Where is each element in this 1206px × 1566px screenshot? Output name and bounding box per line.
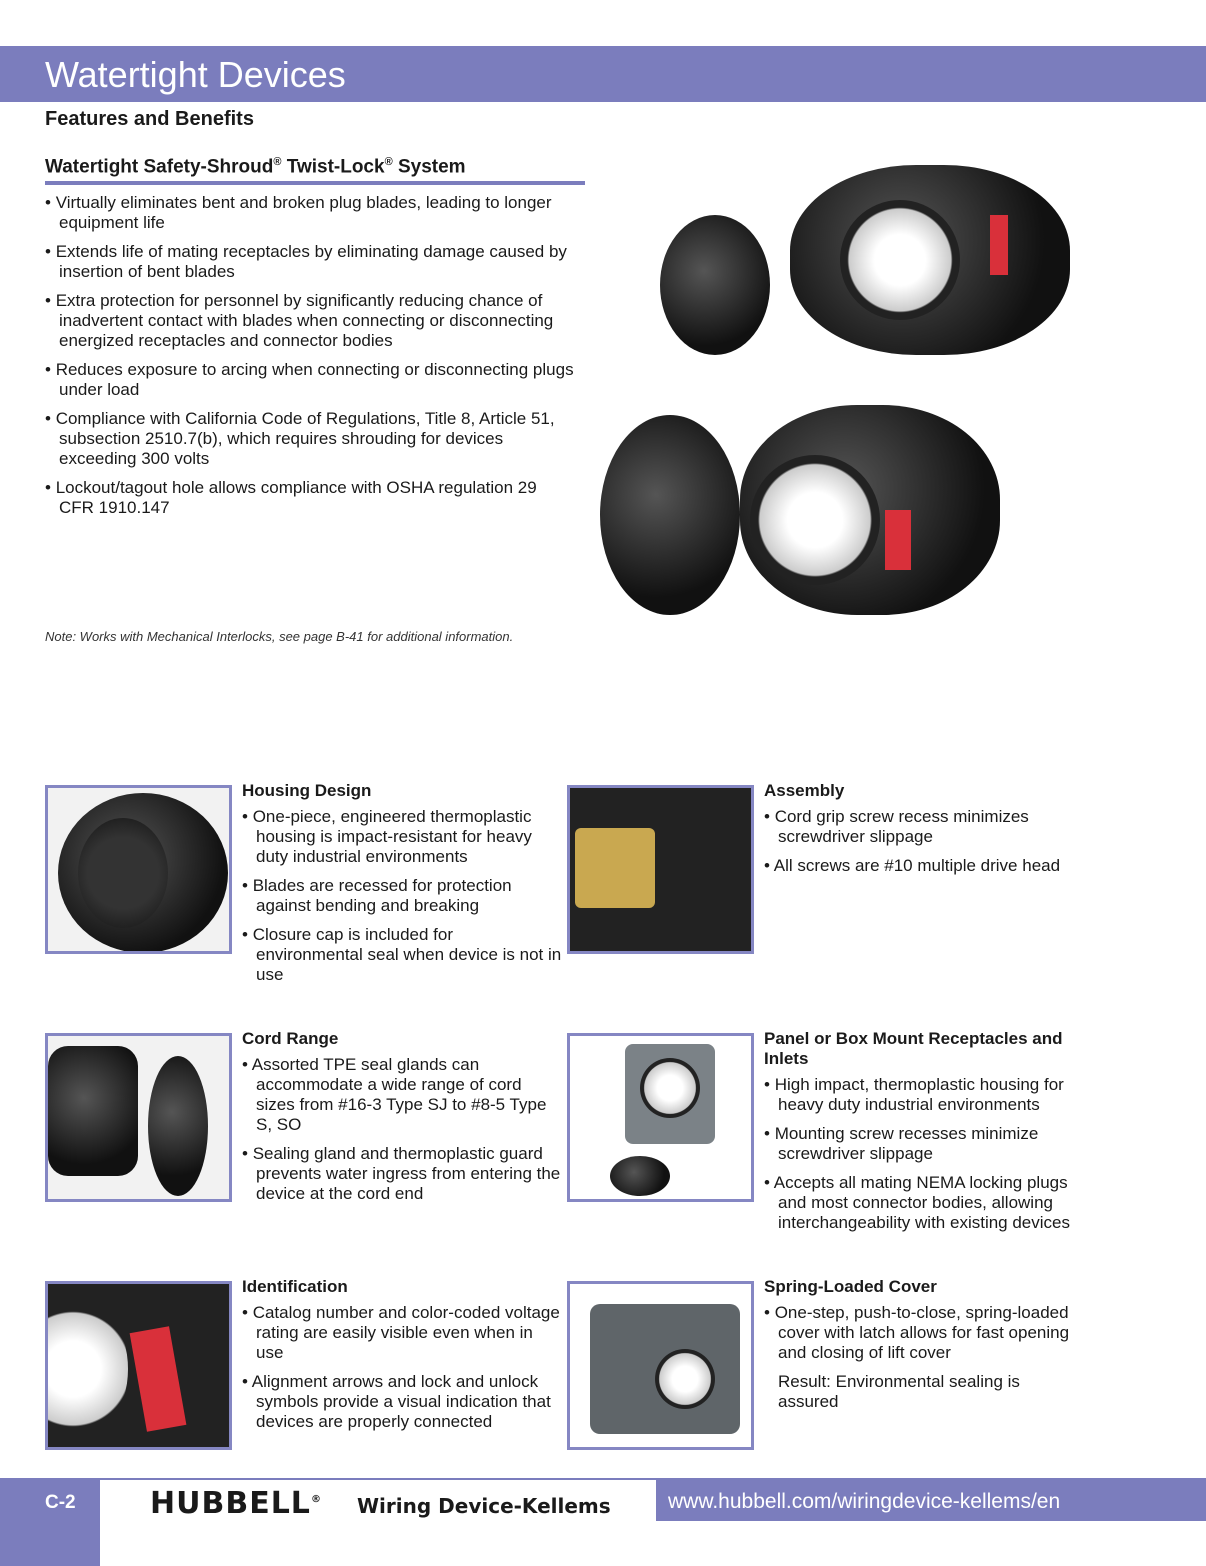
list-item: • One-piece, engineered thermoplastic housing is impact-resistant for heavy duty industrial environments <box>242 807 562 867</box>
feature-title: Identification <box>242 1277 348 1296</box>
list-item: • One-step, push-to-close, spring-loaded cover with latch allows for fast opening and closing of lift cover <box>764 1303 1084 1363</box>
list-item: • Assorted TPE seal glands can accommodate a wide range of cord sizes from #16-3 Type SJ to #8-5 Type S, SO <box>242 1055 562 1135</box>
list-item: • Extra protection for personnel by significantly reducing chance of inadvertent contact with blades when connecting or disconnecting energized receptacles and connector bodies <box>45 291 575 351</box>
page-title: Watertight Devices <box>45 54 346 95</box>
housing-image <box>45 785 232 954</box>
division-name: Wiring Device-Kellems <box>357 1494 611 1518</box>
list-item: • Reduces exposure to arcing when connecting or disconnecting plugs under load <box>45 360 575 400</box>
list-item: • Lockout/tagout hole allows compliance with OSHA regulation 29 CFR 1910.147 <box>45 478 575 518</box>
list-item: • Alignment arrows and lock and unlock symbols provide a visual indication that devices are properly connected <box>242 1372 562 1432</box>
list-item: • Accepts all mating NEMA locking plugs and most connector bodies, allowing interchangeability with existing devices <box>764 1173 1084 1233</box>
result-text: Result: Environmental sealing is assured <box>778 1372 1020 1411</box>
feature-title: Spring-Loaded Cover <box>764 1277 937 1296</box>
list-item: • Extends life of mating receptacles by eliminating damage caused by insertion of bent blades <box>45 242 575 282</box>
feature-title: Cord Range <box>242 1029 339 1048</box>
list-item: • Compliance with California Code of Regulations, Title 8, Article 51, subsection 2510.7(b), which requires shrouding for devices exceeding 300 volts <box>45 409 575 469</box>
hubbell-logo: HUBBELL® <box>150 1486 322 1521</box>
title-banner <box>0 46 1206 102</box>
benefits-list <box>45 193 575 527</box>
page-number: C-2 <box>45 1492 76 1513</box>
list-item: • Cord grip screw recess minimizes screwdriver slippage <box>764 807 1084 847</box>
feature-title: Panel or Box Mount Receptacles and Inlets <box>764 1029 1063 1068</box>
cord-range-image <box>45 1033 232 1202</box>
list-item: • Sealing gland and thermoplastic guard prevents water ingress from entering the device at the cord end <box>242 1144 562 1204</box>
list-item: • Virtually eliminates bent and broken plug blades, leading to longer equipment life <box>45 193 575 233</box>
feature-title: Assembly <box>764 781 845 800</box>
footer <box>0 1478 1206 1566</box>
identification-image <box>45 1281 232 1450</box>
list-item: • Blades are recessed for protection against bending and breaking <box>242 876 562 916</box>
panel-mount-image <box>567 1033 754 1202</box>
website-link[interactable]: www.hubbell.com/wiringdevice-kellems/en <box>668 1490 1061 1513</box>
list-item: • Mounting screw recesses minimize screwdriver slippage <box>764 1124 1084 1164</box>
assembly-image <box>567 785 754 954</box>
list-item: • Catalog number and color-coded voltage rating are easily visible even when in use <box>242 1303 562 1363</box>
list-item: • All screws are #10 multiple drive head <box>764 856 1084 876</box>
list-item: • Closure cap is included for environmental seal when device is not in use <box>242 925 562 985</box>
section-title: Watertight Safety-Shroud® Twist-Lock® System <box>45 156 585 185</box>
spring-cover-image <box>567 1281 754 1450</box>
feature-title: Housing Design <box>242 781 372 800</box>
note: Note: Works with Mechanical Interlocks, see page B-41 for additional information. <box>45 629 514 644</box>
list-item: • High impact, thermoplastic housing for heavy duty industrial environments <box>764 1075 1084 1115</box>
page-subtitle: Features and Benefits <box>45 108 254 130</box>
